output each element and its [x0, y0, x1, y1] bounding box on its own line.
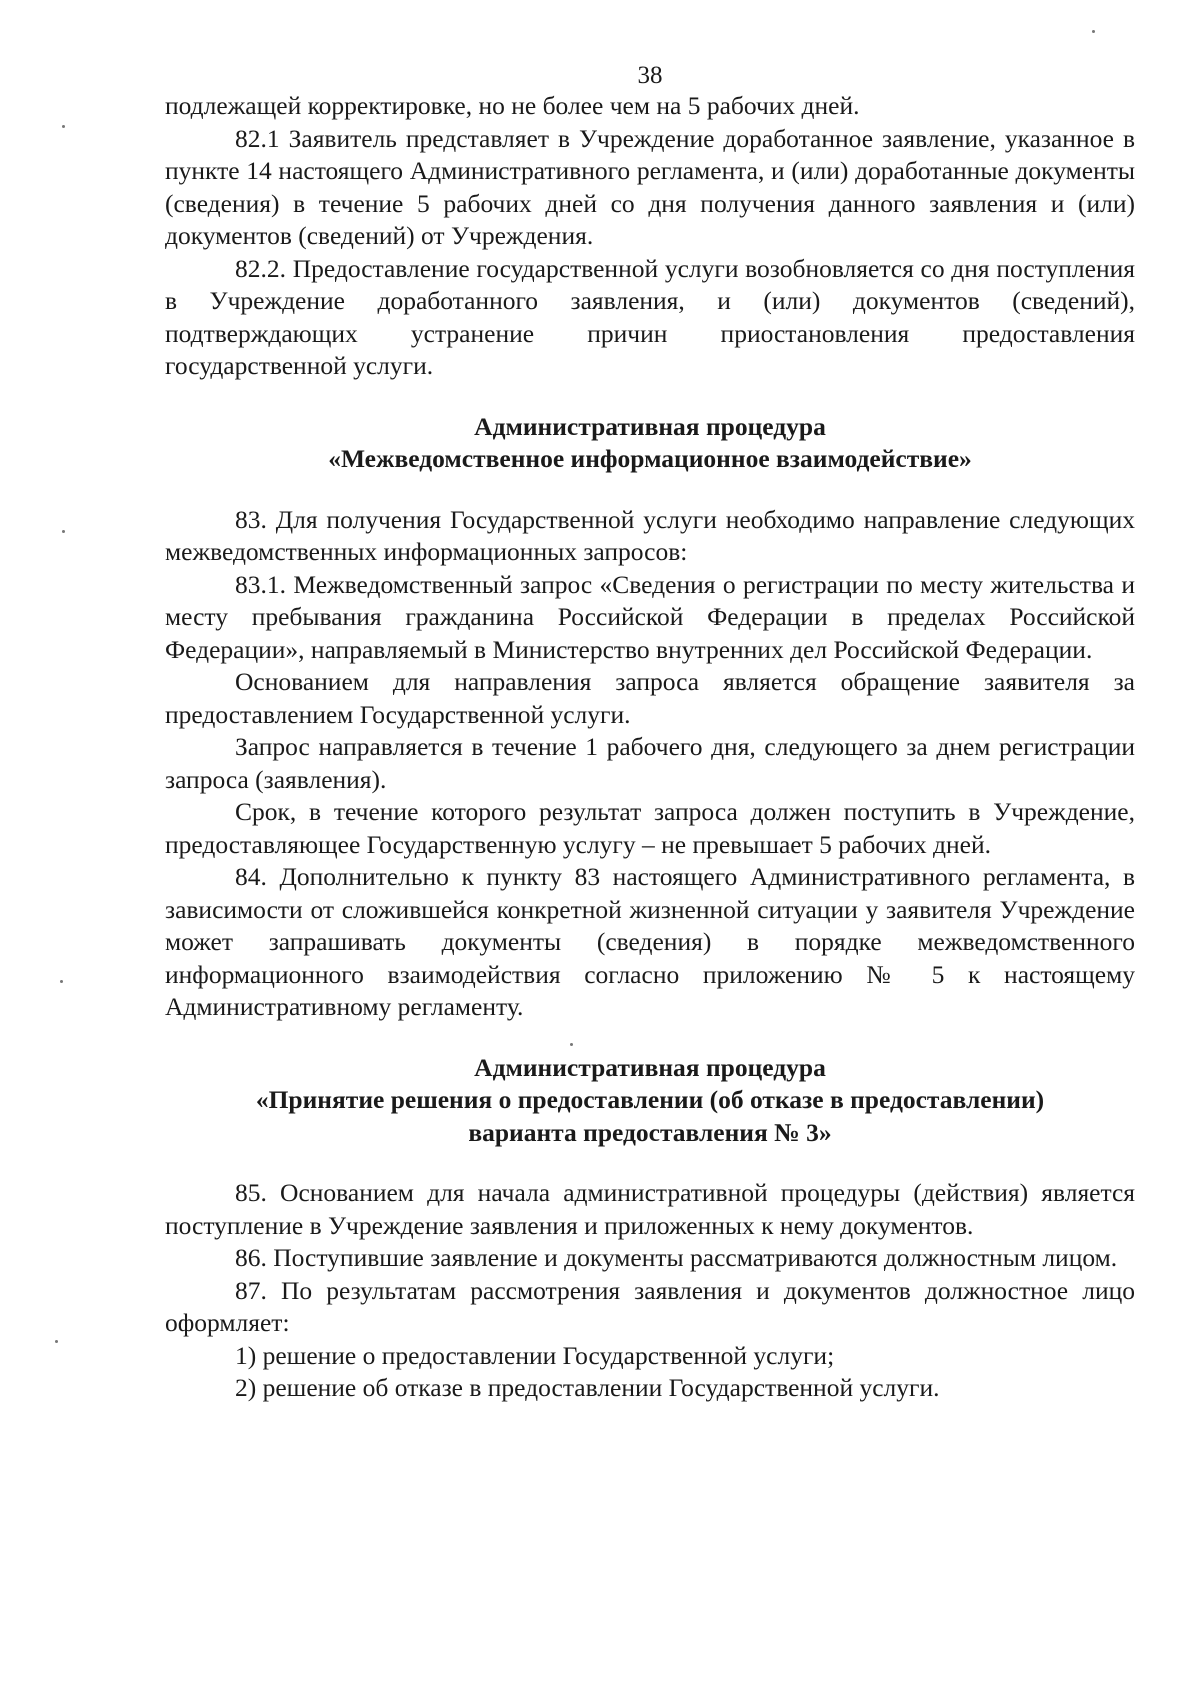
scan-speck: [1092, 30, 1095, 33]
scan-speck: [62, 125, 65, 128]
paragraph: 85. Основанием для начала административной процедуры (действия) является поступление в Учреждение заявления и приложенных к нему документов.: [165, 1178, 1135, 1240]
list-item: 1) решение о предоставлении Государственной услуги;: [235, 1340, 835, 1370]
paragraph: подлежащей корректировке, но не более чем на 5 рабочих дней.: [165, 91, 860, 120]
paragraph: Срок, в течение которого результат запроса должен поступить в Учреждение, предоставляющее Государственную услугу – не превышает 5 рабочих дней.: [165, 797, 1135, 859]
section-heading-line: Административная процедура: [474, 411, 826, 441]
scan-speck: [62, 530, 65, 533]
paragraph: 83. Для получения Государственной услуги необходимо направление следующих межведомственных информационных запросов:: [165, 504, 1135, 566]
list-item: 2) решение об отказе в предоставлении Государственной услуги.: [235, 1373, 940, 1402]
paragraph: 87. По результатам рассмотрения заявления и документов должностное лицо оформляет:: [165, 1275, 1135, 1337]
page-number: 38: [637, 62, 663, 89]
paragraph: Основанием для направления запроса является обращение заявителя за предоставлением Государственной услуги.: [165, 667, 1135, 729]
paragraph: 84. Дополнительно к пункту 83 настоящего Административного регламента, в зависимости от сложившейся конкретной жизненной ситуации у заявителя Учреждение может запрашивать документы (сведения) в порядке межведомственного информационного взаимодействия согласно приложению № 5 к настоящему Административному регламенту.: [165, 862, 1135, 1021]
section-heading-line: Административная процедура: [474, 1052, 826, 1082]
scan-speck: [60, 980, 63, 983]
section-heading-line: варианта предоставления № 3»: [468, 1117, 832, 1147]
paragraph: 82.1 Заявитель представляет в Учреждение доработанное заявление, указанное в пункте 14 настоящего Административного регламента, и (или) доработанные документы (сведения) в течение 5 рабочих дней со дня получения данного заявления и (или) документов (сведений) от Учреждения.: [165, 123, 1135, 250]
document-body: [165, 60, 1135, 1405]
paragraph: Запрос направляется в течение 1 рабочего дня, следующего за днем регистрации запроса (заявления).: [165, 732, 1135, 794]
paragraph: 86. Поступившие заявление и документы рассматриваются должностным лицом.: [235, 1243, 1118, 1272]
section-heading: [165, 1052, 1135, 1150]
paragraph: 82.2. Предоставление государственной услуги возобновляется со дня поступления в Учреждение доработанного заявления, и (или) документов (сведений), подтверждающих устранение причин приостановления предоставления государственной услуги.: [165, 253, 1135, 380]
paragraph: 83.1. Межведомственный запрос «Сведения о регистрации по месту жительства и месту пребывания гражданина Российской Федерации в пределах Российской Федерации», направляемый в Министерство внутренних дел Российской Федерации.: [165, 569, 1135, 664]
section-heading: [165, 411, 1135, 476]
section-heading-line: «Принятие решения о предоставлении (об отказе в предоставлении): [255, 1085, 1045, 1114]
section-heading-line: «Межведомственное информационное взаимодействие»: [328, 444, 972, 473]
scan-speck: [55, 1340, 58, 1343]
